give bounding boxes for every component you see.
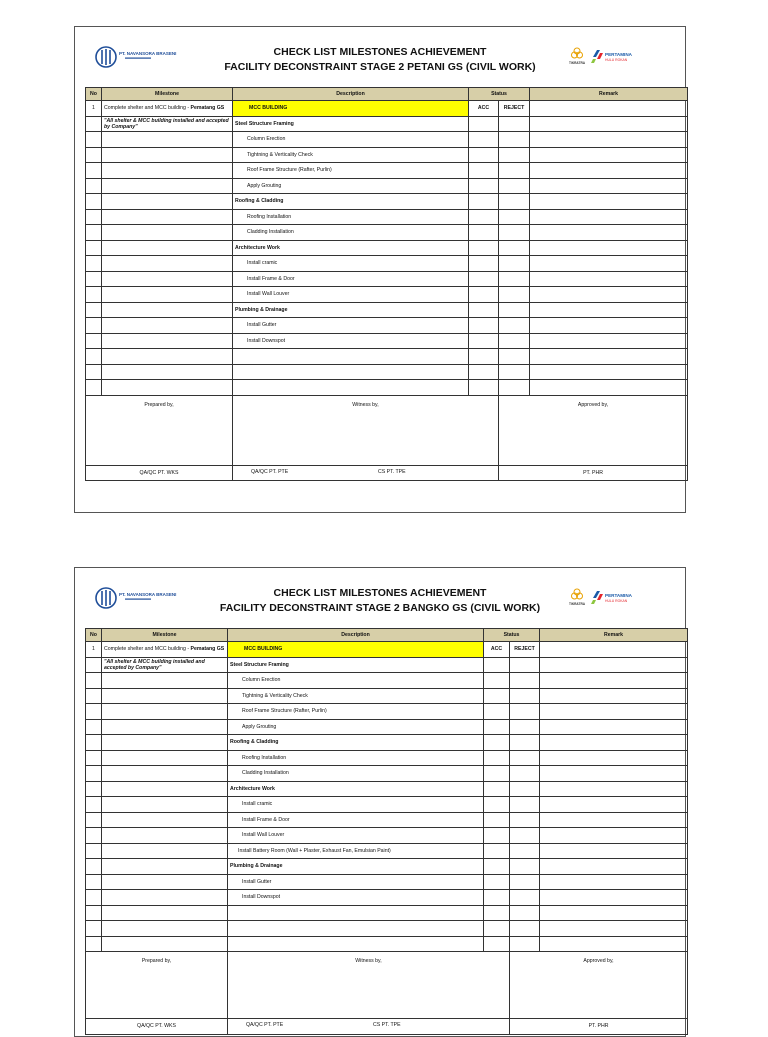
status-reject[interactable]: REJECT [510, 642, 540, 658]
table-row [86, 178, 688, 194]
prepared-by-label: Prepared by, [144, 401, 174, 408]
item-downspot: Install Downspot [228, 890, 484, 906]
checklist-table [85, 87, 688, 481]
table-row [86, 781, 688, 797]
description-highlight: MCC BUILDING [228, 642, 484, 658]
item-gutter: Install Gutter [233, 318, 469, 334]
page-title [205, 586, 555, 616]
approved-by-cell[interactable] [510, 952, 688, 1019]
table-row [86, 333, 688, 349]
table-row [86, 812, 688, 828]
header-no: No [86, 629, 102, 642]
signature-row [86, 395, 688, 465]
item-gutter: Install Gutter [228, 874, 484, 890]
table-row [86, 302, 688, 318]
section-roofing: Roofing & Cladding [228, 735, 484, 751]
table-row [86, 225, 688, 241]
table-row [86, 766, 688, 782]
item-column-erection: Column Erection [233, 132, 469, 148]
witness-by-label: Witness by, [355, 958, 382, 964]
prepared-by-cell[interactable] [86, 395, 233, 465]
table-row [86, 256, 688, 272]
table-row [86, 921, 688, 937]
table-row [86, 642, 688, 658]
item-wall-louver: Install Wall Louver [233, 287, 469, 303]
item-cladding-installation: Cladding Installation [233, 225, 469, 241]
item-frame-door: Install Frame & Door [233, 271, 469, 287]
title-line-1: CHECK LIST MILESTONES ACHIEVEMENT [273, 46, 487, 58]
table-row [86, 874, 688, 890]
item-tightning: Tightning & Verticality Check [233, 147, 469, 163]
table-row [86, 828, 688, 844]
remark-cell[interactable] [540, 642, 688, 658]
item-roof-frame: Roof Frame Structure (Rafter, Purlin) [233, 163, 469, 179]
table-row [86, 194, 688, 210]
checklist-table [85, 628, 688, 1035]
item-install-cramic: Install cramic [228, 797, 484, 813]
header-remark: Remark [530, 88, 688, 101]
checklist-page-petani [74, 26, 686, 513]
section-steel: Steel Structure Framing [228, 657, 484, 673]
hulu-rokan-text: HULU ROKAN [605, 58, 628, 62]
cs-tpe: CS PT. TPE [373, 1022, 401, 1028]
table-row [86, 704, 688, 720]
description-highlight: MCC BUILDING [233, 101, 469, 117]
pt-phr: PT. PHR [510, 1019, 688, 1035]
item-roof-frame: Roof Frame Structure (Rafter, Purlin) [228, 704, 484, 720]
table-row [86, 688, 688, 704]
milestone-location: Pematang GS [190, 105, 225, 112]
item-frame-door: Install Frame & Door [228, 812, 484, 828]
witness-by-cell[interactable] [233, 395, 499, 465]
company-logo-left [95, 45, 185, 69]
item-roofing-installation: Roofing Installation [228, 750, 484, 766]
table-row [86, 240, 688, 256]
table-row [86, 719, 688, 735]
table-row [86, 287, 688, 303]
header-milestone: Milestone [102, 88, 233, 101]
section-plumbing: Plumbing & Drainage [228, 859, 484, 875]
title-line-2: FACILITY DECONSTRAINT STAGE 2 PETANI GS (CIVIL WORK) [224, 61, 536, 73]
remark-cell[interactable] [530, 101, 688, 117]
item-cladding-installation: Cladding Installation [228, 766, 484, 782]
title-line-1: CHECK LIST MILESTONES ACHIEVEMENT [273, 587, 487, 599]
prepared-by-label: Prepared by, [141, 958, 172, 964]
approved-by-cell[interactable] [499, 395, 688, 465]
table-row [86, 905, 688, 921]
item-downspot: Install Downspot [233, 333, 469, 349]
table-row [86, 859, 688, 875]
pertamina-logo [569, 45, 649, 71]
table-row [86, 380, 688, 396]
milestone-cell [102, 642, 228, 658]
section-plumbing: Plumbing & Drainage [233, 302, 469, 318]
status-acc[interactable]: ACC [484, 642, 510, 658]
header-milestone: Milestone [102, 629, 228, 642]
pertamina-wordmark: PERTAMINA [605, 593, 632, 598]
header-description: Description [228, 629, 484, 642]
item-roofing-installation: Roofing Installation [233, 209, 469, 225]
row-number: 1 [86, 101, 102, 117]
item-column-erection: Column Erection [228, 673, 484, 689]
milestone-text: Complete shelter and MCC building - [104, 646, 191, 653]
table-row [86, 101, 688, 117]
table-row [86, 147, 688, 163]
pt-phr: PT. PHR [499, 465, 688, 481]
signature-name-row [86, 465, 688, 481]
table-row [86, 116, 688, 132]
row-number: 1 [86, 642, 102, 658]
status-acc[interactable]: ACC [469, 101, 499, 117]
section-roofing: Roofing & Cladding [233, 194, 469, 210]
signature-name-row [86, 1019, 688, 1035]
prepared-by-cell[interactable] [86, 952, 228, 1019]
milestone-text: Complete shelter and MCC building - [104, 105, 191, 112]
table-row [86, 349, 688, 365]
milestone-note: "All shelter & MCC building installed and accepted by Company" [102, 116, 233, 132]
item-tightning: Tightning & Verticality Check [228, 688, 484, 704]
table-row [86, 657, 688, 673]
witness-by-cell[interactable] [228, 952, 510, 1019]
left-logo-name: PT. NAVANSORA BRASENI [119, 51, 177, 56]
item-grouting: Apply Grouting [233, 178, 469, 194]
item-install-cramic: Install cramic [233, 256, 469, 272]
header-no: No [86, 88, 102, 101]
witness-names [228, 1019, 510, 1035]
item-grouting: Apply Grouting [228, 719, 484, 735]
left-logo-name: PT. NAVANSORA BRASENI [119, 592, 177, 597]
checklist-page-bangko [74, 567, 686, 1037]
header-status: Status [484, 629, 540, 642]
cs-tpe: CS PT. TPE [378, 468, 406, 475]
table-row [86, 318, 688, 334]
signature-row [86, 952, 688, 1019]
section-architecture: Architecture Work [233, 240, 469, 256]
tikratra-mark: TIKRATRA [569, 602, 586, 606]
company-logo-left [95, 586, 185, 610]
page-title [205, 45, 555, 75]
table-row [86, 797, 688, 813]
table-row [86, 843, 688, 859]
table-header-row [86, 88, 688, 101]
tikratra-mark: TIKRATRA [569, 61, 586, 65]
table-row [86, 132, 688, 148]
table-row [86, 209, 688, 225]
milestone-location: Pematang GS [190, 646, 225, 653]
qa-wks: QA/QC PT. WKS [86, 465, 233, 481]
section-steel: Steel Structure Framing [233, 116, 469, 132]
header-remark: Remark [540, 629, 688, 642]
table-row [86, 364, 688, 380]
table-row [86, 673, 688, 689]
table-row [86, 890, 688, 906]
section-architecture: Architecture Work [228, 781, 484, 797]
pertamina-logo [569, 586, 649, 612]
milestone-note: "All shelter & MCC building installed and accepted by Company" [102, 657, 228, 673]
qa-pte: QA/QC PT. PTE [251, 468, 289, 475]
table-row [86, 271, 688, 287]
table-row [86, 936, 688, 952]
approved-by-label: Approved by, [583, 958, 614, 964]
hulu-rokan-text: HULU ROKAN [605, 599, 628, 603]
milestone-cell [102, 101, 233, 117]
approved-by-label: Approved by, [577, 401, 609, 408]
table-row [86, 735, 688, 751]
item-wall-louver: Install Wall Louver [228, 828, 484, 844]
qa-wks: QA/QC PT. WKS [86, 1019, 228, 1035]
table-header-row [86, 629, 688, 642]
table-row [86, 163, 688, 179]
header-description: Description [233, 88, 469, 101]
header-status: Status [469, 88, 530, 101]
item-battery-room: Install Battery Room (Wall + Plaster, Exhaust Fan, Emulsian Paint) [228, 843, 484, 859]
pertamina-wordmark: PERTAMINA [605, 52, 632, 57]
table-row [86, 750, 688, 766]
title-line-2: FACILITY DECONSTRAINT STAGE 2 BANGKO GS (CIVIL WORK) [219, 602, 541, 614]
status-reject[interactable]: REJECT [499, 101, 530, 117]
witness-by-label: Witness by, [352, 401, 379, 408]
qa-pte: QA/QC PT. PTE [246, 1022, 284, 1028]
witness-names [233, 465, 499, 481]
